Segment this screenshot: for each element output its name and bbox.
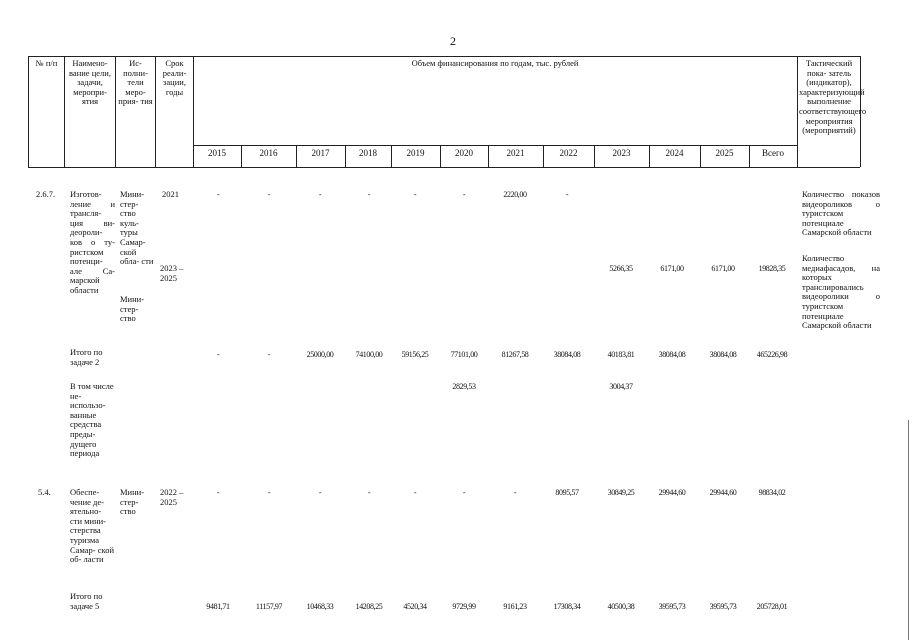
value-cell: 25000,00 <box>306 350 334 359</box>
year-header: 2018 <box>359 148 377 158</box>
value-cell: 465226,98 <box>756 350 788 359</box>
value-cell: 2220,00 <box>503 190 527 199</box>
header-col-term: Срок реали- зации, годы <box>162 58 187 97</box>
header-col-number: № п/п <box>35 58 58 68</box>
value-cell: 10468,33 <box>306 602 334 611</box>
year-header: 2021 <box>506 148 525 158</box>
value-cell: 39595,73 <box>709 602 737 611</box>
value-cell: - <box>462 190 466 199</box>
row-name: Изготов- ление и трансля- ция ви- деороли- ков о ту- ристском потенци- але Са- марской области <box>70 189 115 295</box>
value-cell: 11157,97 <box>255 602 283 611</box>
year-header: Всего <box>761 148 785 158</box>
value-cell: - <box>318 190 322 199</box>
value-cell: 14208,25 <box>355 602 383 611</box>
year-header: 2022 <box>559 148 578 158</box>
value-cell: 30849,25 <box>607 488 635 497</box>
value-cell: - <box>413 190 417 199</box>
value-cell: 9161,23 <box>503 602 527 611</box>
value-cell: 40500,38 <box>607 602 635 611</box>
page-number: 2 <box>450 34 456 48</box>
row-name: Итого по задаче 5 <box>70 591 103 611</box>
value-cell: 40183,81 <box>607 350 635 359</box>
row-number: 2.6.7. <box>36 189 56 199</box>
row-term: 2023 – 2025 <box>160 263 184 283</box>
value-cell: 59156,25 <box>401 350 429 359</box>
value-cell: - <box>267 488 271 497</box>
value-cell: 74100,00 <box>355 350 383 359</box>
row-indicator: Количество медиафасадов, на которых транслировались видеоролики о туристском потенциале Самарской области <box>802 253 880 331</box>
value-cell: - <box>216 488 220 497</box>
value-cell: - <box>513 488 517 497</box>
value-cell: - <box>216 190 220 199</box>
year-header: 2025 <box>715 148 734 158</box>
value-cell: 19828,35 <box>758 264 786 273</box>
header-col-executors: Ис- полни- тели меро- прия- тия <box>118 58 153 107</box>
value-cell: - <box>367 190 371 199</box>
value-cell: 4520,34 <box>403 602 427 611</box>
row-term: 2021 <box>162 189 179 199</box>
value-cell: 2829,53 <box>452 382 476 391</box>
value-cell: 39595,73 <box>658 602 686 611</box>
year-header: 2015 <box>208 148 226 158</box>
row-name: Обеспе- чение де- ятельно- сти мини- стерства туризма Самар- ской об- ласти <box>70 487 115 565</box>
year-header: 2020 <box>455 148 473 158</box>
value-cell: - <box>267 190 271 199</box>
value-cell: 29944,60 <box>658 488 686 497</box>
row-executor: Мини- стер- ство куль- туры Самар- ской обла- сти <box>120 189 154 267</box>
value-cell: 77101,00 <box>450 350 478 359</box>
year-header: 2024 <box>665 148 684 158</box>
header-col-name: Наимено- вание цели, задачи, меропри- ятия <box>69 58 111 107</box>
value-cell: - <box>413 488 417 497</box>
header-col-funding: Объем финансирования по годам, тыс. рублей <box>411 58 579 68</box>
header-col-indicator: Тактический пока- затель (индикатор), характеризующий выполнение соответствующего мероприятия (мероприятий) <box>799 58 867 136</box>
row-executor: Мини- стер- ство <box>120 294 145 324</box>
year-header: 2017 <box>311 148 330 158</box>
value-cell: - <box>367 488 371 497</box>
value-cell: 3004,37 <box>609 382 633 391</box>
value-cell: 98834,02 <box>758 488 786 497</box>
value-cell: 29944,60 <box>709 488 737 497</box>
row-name: В том числе не- использо- ванные средства преды- дущего периода <box>70 381 114 459</box>
row-indicator: Количество показов видеороликов о туристском потенциале Самарской области <box>802 189 880 238</box>
value-cell: - <box>565 190 569 199</box>
year-header: 2019 <box>406 148 425 158</box>
scan-edge-line <box>908 420 909 640</box>
value-cell: 81267,58 <box>501 350 529 359</box>
value-cell: - <box>318 488 322 497</box>
year-header: 2023 <box>612 148 631 158</box>
row-name: Итого по задаче 2 <box>70 347 103 367</box>
value-cell: - <box>216 350 220 359</box>
value-cell: - <box>267 350 271 359</box>
value-cell: 38084,08 <box>658 350 686 359</box>
value-cell: 9481,71 <box>206 602 230 611</box>
row-term: 2022 – 2025 <box>160 487 184 507</box>
value-cell: 6171,00 <box>711 264 735 273</box>
value-cell: 8095,57 <box>555 488 579 497</box>
value-cell: 6171,00 <box>660 264 684 273</box>
row-number: 5.4. <box>38 487 51 497</box>
value-cell: 38084,08 <box>553 350 581 359</box>
year-header: 2016 <box>259 148 278 158</box>
value-cell: 38084,08 <box>709 350 737 359</box>
value-cell: 9729,99 <box>452 602 476 611</box>
value-cell: 5266,35 <box>609 264 633 273</box>
value-cell: 17308,34 <box>553 602 581 611</box>
value-cell: 205728,01 <box>756 602 788 611</box>
value-cell: - <box>462 488 466 497</box>
row-executor: Мини- стер- ство <box>120 487 145 517</box>
